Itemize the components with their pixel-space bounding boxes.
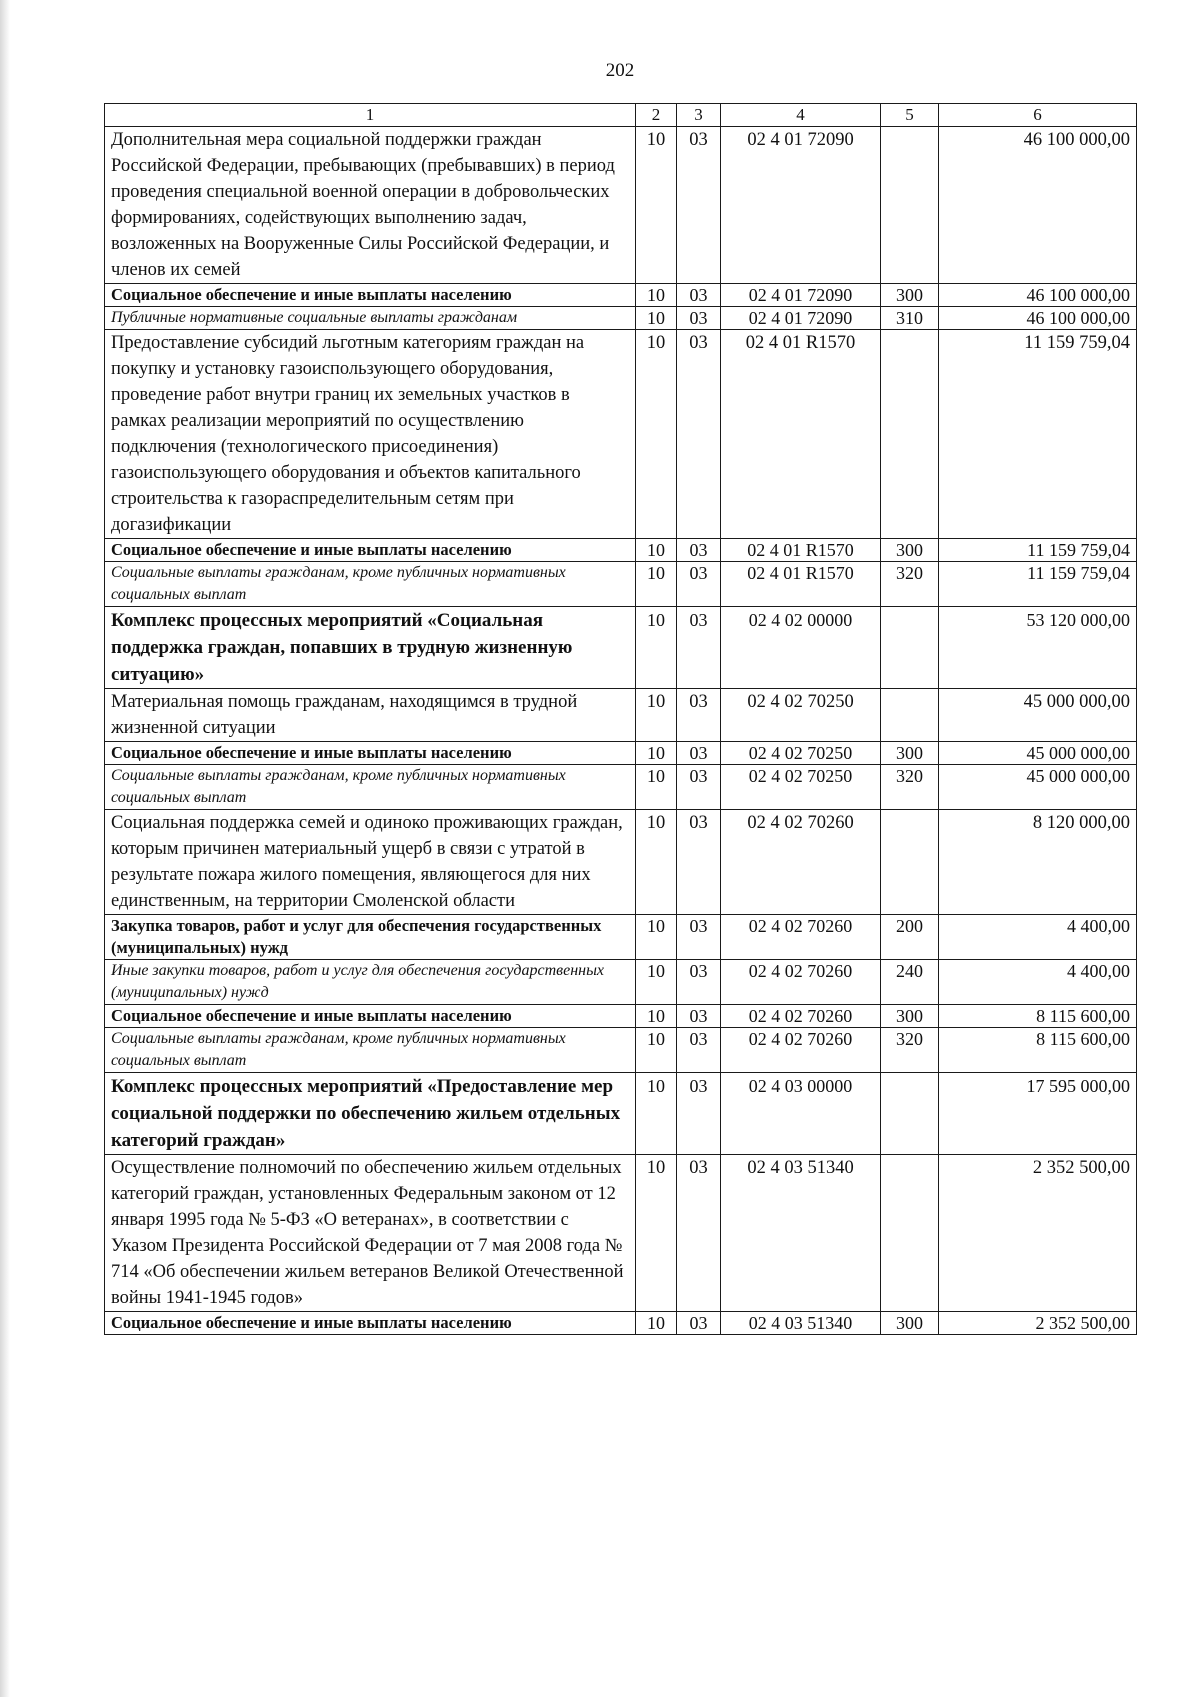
expense-type-code-cell	[881, 127, 939, 284]
item-name-cell: Материальная помощь гражданам, находящимся в трудной жизненной ситуации	[105, 689, 636, 742]
target-article-code-cell: 02 4 02 70250	[721, 689, 881, 742]
item-name-cell: Комплекс процессных мероприятий «Социальная поддержка граждан, попавших в трудную жизненную ситуацию»	[105, 607, 636, 689]
amount-cell: 11 159 759,04	[939, 330, 1137, 539]
target-article-code-cell: 02 4 03 00000	[721, 1073, 881, 1155]
target-article-code-cell: 02 4 02 70260	[721, 915, 881, 960]
section-code-cell: 10	[636, 742, 677, 765]
item-name-cell: Социальные выплаты гражданам, кроме публичных нормативных социальных выплат	[105, 1028, 636, 1073]
section-code-cell: 10	[636, 284, 677, 307]
section-code-cell: 10	[636, 1028, 677, 1073]
subsection-code-cell: 03	[677, 960, 721, 1005]
subsection-code-cell: 03	[677, 915, 721, 960]
amount-cell: 53 120 000,00	[939, 607, 1137, 689]
target-article-code-cell: 02 4 02 70260	[721, 810, 881, 915]
expense-type-code-cell	[881, 1073, 939, 1155]
target-article-code-cell: 02 4 01 72090	[721, 127, 881, 284]
amount-cell: 45 000 000,00	[939, 689, 1137, 742]
table-row	[105, 1005, 1137, 1028]
expense-type-code-cell: 300	[881, 742, 939, 765]
subsection-code-cell: 03	[677, 1155, 721, 1312]
subsection-code-cell: 03	[677, 1073, 721, 1155]
section-code-cell: 10	[636, 562, 677, 607]
expense-type-code-cell: 300	[881, 284, 939, 307]
expense-type-code-cell	[881, 1155, 939, 1312]
amount-cell: 2 352 500,00	[939, 1155, 1137, 1312]
table-row	[105, 810, 1137, 915]
budget-table-body	[105, 104, 1137, 1335]
column-number-4: 4	[721, 104, 881, 127]
item-name-cell: Социальное обеспечение и иные выплаты населению	[105, 284, 636, 307]
subsection-code-cell: 03	[677, 1312, 721, 1335]
item-name-cell: Социальное обеспечение и иные выплаты населению	[105, 1005, 636, 1028]
expense-type-code-cell	[881, 689, 939, 742]
subsection-code-cell: 03	[677, 307, 721, 330]
target-article-code-cell: 02 4 02 70250	[721, 742, 881, 765]
item-name-cell: Осуществление полномочий по обеспечению жильем отдельных категорий граждан, установленных Федеральным законом от 12 января 1995 года № 5-ФЗ «О ветеранах», в соответствии с Указом Президента Российской Федерации от 7 мая 2008 года № 714 «Об обеспечении жильем ветеранов Великой Отечественной войны 1941-1945 годов»	[105, 1155, 636, 1312]
column-numbers-row	[105, 104, 1137, 127]
section-code-cell: 10	[636, 330, 677, 539]
table-row	[105, 330, 1137, 539]
table-row	[105, 765, 1137, 810]
item-name-cell: Комплекс процессных мероприятий «Предоставление мер социальной поддержки по обеспечению жильем отдельных категорий граждан»	[105, 1073, 636, 1155]
section-code-cell: 10	[636, 765, 677, 810]
amount-cell: 11 159 759,04	[939, 562, 1137, 607]
item-name-cell: Социальные выплаты гражданам, кроме публичных нормативных социальных выплат	[105, 765, 636, 810]
item-name-cell: Закупка товаров, работ и услуг для обеспечения государственных (муниципальных) нужд	[105, 915, 636, 960]
amount-cell: 4 400,00	[939, 915, 1137, 960]
subsection-code-cell: 03	[677, 284, 721, 307]
table-row	[105, 960, 1137, 1005]
expense-type-code-cell	[881, 810, 939, 915]
target-article-code-cell: 02 4 01 R1570	[721, 539, 881, 562]
subsection-code-cell: 03	[677, 765, 721, 810]
target-article-code-cell: 02 4 01 R1570	[721, 330, 881, 539]
expense-type-code-cell	[881, 607, 939, 689]
scan-edge-shadow	[0, 0, 10, 1697]
target-article-code-cell: 02 4 02 00000	[721, 607, 881, 689]
section-code-cell: 10	[636, 539, 677, 562]
subsection-code-cell: 03	[677, 562, 721, 607]
section-code-cell: 10	[636, 915, 677, 960]
target-article-code-cell: 02 4 03 51340	[721, 1155, 881, 1312]
column-number-2: 2	[636, 104, 677, 127]
target-article-code-cell: 02 4 02 70260	[721, 1005, 881, 1028]
amount-cell: 45 000 000,00	[939, 765, 1137, 810]
section-code-cell: 10	[636, 960, 677, 1005]
amount-cell: 46 100 000,00	[939, 284, 1137, 307]
target-article-code-cell: 02 4 02 70260	[721, 1028, 881, 1073]
item-name-cell: Социальная поддержка семей и одиноко проживающих граждан, которым причинен материальный ущерб в связи с утратой в результате пожара жилого помещения, являющегося для них единственным, на территории Смоленской области	[105, 810, 636, 915]
target-article-code-cell: 02 4 01 72090	[721, 307, 881, 330]
table-row	[105, 127, 1137, 284]
expense-type-code-cell: 300	[881, 1312, 939, 1335]
subsection-code-cell: 03	[677, 689, 721, 742]
table-row	[105, 607, 1137, 689]
amount-cell: 8 115 600,00	[939, 1005, 1137, 1028]
subsection-code-cell: 03	[677, 742, 721, 765]
column-number-1: 1	[105, 104, 636, 127]
expense-type-code-cell: 320	[881, 562, 939, 607]
subsection-code-cell: 03	[677, 127, 721, 284]
table-row	[105, 562, 1137, 607]
expense-type-code-cell: 300	[881, 539, 939, 562]
target-article-code-cell: 02 4 02 70260	[721, 960, 881, 1005]
column-number-3: 3	[677, 104, 721, 127]
item-name-cell: Социальное обеспечение и иные выплаты населению	[105, 1312, 636, 1335]
table-row	[105, 1155, 1137, 1312]
section-code-cell: 10	[636, 1005, 677, 1028]
item-name-cell: Социальное обеспечение и иные выплаты населению	[105, 539, 636, 562]
section-code-cell: 10	[636, 810, 677, 915]
section-code-cell: 10	[636, 1312, 677, 1335]
item-name-cell: Социальные выплаты гражданам, кроме публичных нормативных социальных выплат	[105, 562, 636, 607]
amount-cell: 2 352 500,00	[939, 1312, 1137, 1335]
expense-type-code-cell: 320	[881, 765, 939, 810]
expense-type-code-cell: 240	[881, 960, 939, 1005]
subsection-code-cell: 03	[677, 1005, 721, 1028]
item-name-cell: Публичные нормативные социальные выплаты гражданам	[105, 307, 636, 330]
page-number: 202	[605, 60, 635, 81]
subsection-code-cell: 03	[677, 539, 721, 562]
target-article-code-cell: 02 4 02 70250	[721, 765, 881, 810]
item-name-cell: Дополнительная мера социальной поддержки граждан Российской Федерации, пребывающих (пребывавших) в период проведения специальной военной операции в добровольческих формированиях, содействующих выполнению задач, возложенных на Вооруженные Силы Российской Федерации, и членов их семей	[105, 127, 636, 284]
table-row	[105, 1312, 1137, 1335]
table-row	[105, 915, 1137, 960]
table-row	[105, 284, 1137, 307]
subsection-code-cell: 03	[677, 810, 721, 915]
amount-cell: 4 400,00	[939, 960, 1137, 1005]
subsection-code-cell: 03	[677, 607, 721, 689]
item-name-cell: Иные закупки товаров, работ и услуг для обеспечения государственных (муниципальных) нужд	[105, 960, 636, 1005]
section-code-cell: 10	[636, 1155, 677, 1312]
table-row	[105, 307, 1137, 330]
table-row	[105, 689, 1137, 742]
amount-cell: 11 159 759,04	[939, 539, 1137, 562]
subsection-code-cell: 03	[677, 1028, 721, 1073]
amount-cell: 45 000 000,00	[939, 742, 1137, 765]
budget-table	[104, 103, 1137, 1335]
expense-type-code-cell: 310	[881, 307, 939, 330]
amount-cell: 46 100 000,00	[939, 307, 1137, 330]
target-article-code-cell: 02 4 03 51340	[721, 1312, 881, 1335]
section-code-cell: 10	[636, 127, 677, 284]
target-article-code-cell: 02 4 01 R1570	[721, 562, 881, 607]
table-row	[105, 1073, 1137, 1155]
target-article-code-cell: 02 4 01 72090	[721, 284, 881, 307]
column-number-6: 6	[939, 104, 1137, 127]
expense-type-code-cell: 200	[881, 915, 939, 960]
section-code-cell: 10	[636, 689, 677, 742]
item-name-cell: Предоставление субсидий льготным категориям граждан на покупку и установку газоиспользующего оборудования, проведение работ внутри границ их земельных участков в рамках реализации мероприятий по осуществлению подключения (технологического присоединения) газоиспользующего оборудования и объектов капитального строительства к газораспределительным сетям при догазификации	[105, 330, 636, 539]
amount-cell: 46 100 000,00	[939, 127, 1137, 284]
table-row	[105, 539, 1137, 562]
subsection-code-cell: 03	[677, 330, 721, 539]
expense-type-code-cell	[881, 330, 939, 539]
item-name-cell: Социальное обеспечение и иные выплаты населению	[105, 742, 636, 765]
amount-cell: 8 115 600,00	[939, 1028, 1137, 1073]
expense-type-code-cell: 300	[881, 1005, 939, 1028]
amount-cell: 17 595 000,00	[939, 1073, 1137, 1155]
section-code-cell: 10	[636, 1073, 677, 1155]
section-code-cell: 10	[636, 607, 677, 689]
expense-type-code-cell: 320	[881, 1028, 939, 1073]
column-number-5: 5	[881, 104, 939, 127]
table-row	[105, 742, 1137, 765]
amount-cell: 8 120 000,00	[939, 810, 1137, 915]
section-code-cell: 10	[636, 307, 677, 330]
table-row	[105, 1028, 1137, 1073]
